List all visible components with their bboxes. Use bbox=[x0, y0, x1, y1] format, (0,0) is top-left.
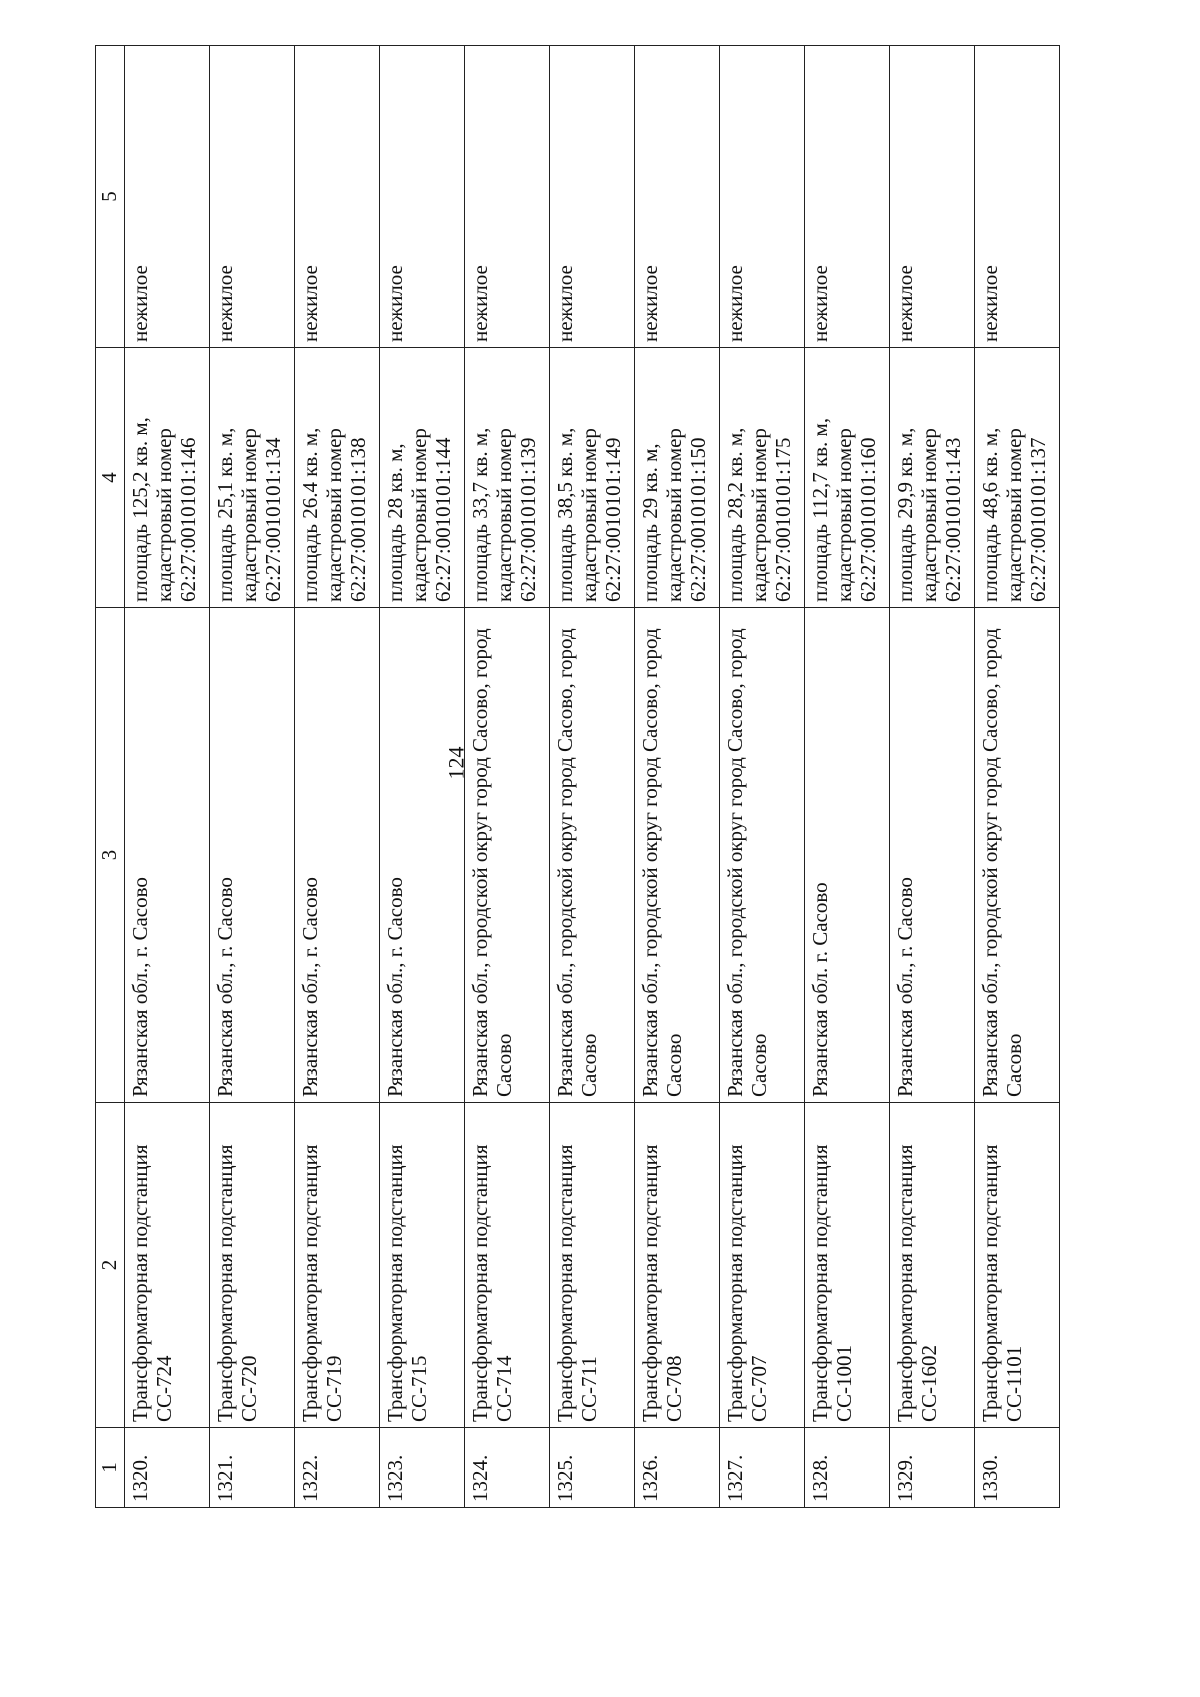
table-row bbox=[380, 46, 465, 1508]
object-address: Рязанская обл., городской округ город Сасово, город Сасово bbox=[975, 608, 1060, 1103]
object-name: Трансформаторная подстанция СС-720 bbox=[210, 1103, 295, 1428]
row-number: 1325. bbox=[550, 1428, 635, 1508]
table-row bbox=[805, 46, 890, 1508]
object-name: Трансформаторная подстанция СС-719 bbox=[295, 1103, 380, 1428]
object-type: нежилое bbox=[380, 46, 465, 348]
column-header-3: 3 bbox=[96, 608, 125, 1103]
object-details: площадь 38,5 кв. м, кадастровый номер 62:27:0010101:149 bbox=[550, 348, 635, 608]
object-details: площадь 29,9 кв. м, кадастровый номер 62:27:0010101:143 bbox=[890, 348, 975, 608]
column-header-1: 1 bbox=[96, 1428, 125, 1508]
row-number: 1330. bbox=[975, 1428, 1060, 1508]
object-address: Рязанская обл., городской округ город Сасово, город Сасово bbox=[720, 608, 805, 1103]
object-address: Рязанская обл., г. Сасово bbox=[210, 608, 295, 1103]
object-type: нежилое bbox=[805, 46, 890, 348]
object-name: Трансформаторная подстанция СС-1101 bbox=[975, 1103, 1060, 1428]
object-details: площадь 29 кв. м, кадастровый номер 62:27:0010101:150 bbox=[635, 348, 720, 608]
table-body bbox=[125, 46, 1060, 1508]
table-row bbox=[550, 46, 635, 1508]
object-details: площадь 28,2 кв. м, кадастровый номер 62:27:0010101:175 bbox=[720, 348, 805, 608]
rotated-table-frame bbox=[95, 46, 1057, 1508]
row-number: 1329. bbox=[890, 1428, 975, 1508]
object-address: Рязанская обл., г. Сасово bbox=[295, 608, 380, 1103]
object-name: Трансформаторная подстанция СС-714 bbox=[465, 1103, 550, 1428]
table-row bbox=[125, 46, 210, 1508]
object-name: Трансформаторная подстанция СС-1001 bbox=[805, 1103, 890, 1428]
object-details: площадь 48,6 кв. м, кадастровый номер 62:27:0010101:137 bbox=[975, 348, 1060, 608]
object-type: нежилое bbox=[975, 46, 1060, 348]
row-number: 1320. bbox=[125, 1428, 210, 1508]
object-address: Рязанская обл., г. Сасово bbox=[380, 608, 465, 1103]
object-details: площадь 33,7 кв. м, кадастровый номер 62:27:0010101:139 bbox=[465, 348, 550, 608]
column-header-2: 2 bbox=[96, 1103, 125, 1428]
header-row bbox=[96, 46, 125, 1508]
object-details: площадь 125,2 кв. м, кадастровый номер 62:27:0010101:146 bbox=[125, 348, 210, 608]
object-type: нежилое bbox=[720, 46, 805, 348]
object-name: Трансформаторная подстанция СС-724 bbox=[125, 1103, 210, 1428]
table-row bbox=[295, 46, 380, 1508]
table-row bbox=[635, 46, 720, 1508]
row-number: 1321. bbox=[210, 1428, 295, 1508]
object-type: нежилое bbox=[210, 46, 295, 348]
object-address: Рязанская обл., городской округ город Сасово, город Сасово bbox=[465, 608, 550, 1103]
object-type: нежилое bbox=[465, 46, 550, 348]
object-details: площадь 28 кв. м, кадастровый номер 62:27:0010101:144 bbox=[380, 348, 465, 608]
row-number: 1322. bbox=[295, 1428, 380, 1508]
object-address: Рязанская обл., г. Сасово bbox=[125, 608, 210, 1103]
row-number: 1327. bbox=[720, 1428, 805, 1508]
object-details: площадь 26.4 кв. м, кадастровый номер 62:27:0010101:138 bbox=[295, 348, 380, 608]
object-name: Трансформаторная подстанция СС-707 bbox=[720, 1103, 805, 1428]
row-number: 1326. bbox=[635, 1428, 720, 1508]
object-type: нежилое bbox=[550, 46, 635, 348]
table-header bbox=[96, 46, 125, 1508]
table-row bbox=[890, 46, 975, 1508]
object-address: Рязанская обл., г. Сасово bbox=[890, 608, 975, 1103]
object-address: Рязанская обл., городской округ город Сасово, город Сасово bbox=[635, 608, 720, 1103]
object-type: нежилое bbox=[890, 46, 975, 348]
object-details: площадь 25,1 кв. м, кадастровый номер 62:27:0010101:134 bbox=[210, 348, 295, 608]
row-number: 1328. bbox=[805, 1428, 890, 1508]
row-number: 1324. bbox=[465, 1428, 550, 1508]
property-register-table bbox=[95, 45, 1060, 1508]
object-address: Рязанская обл. г. Сасово bbox=[805, 608, 890, 1103]
row-number: 1323. bbox=[380, 1428, 465, 1508]
object-details: площадь 112,7 кв. м, кадастровый номер 62:27:0010101:160 bbox=[805, 348, 890, 608]
page-number: 124 bbox=[443, 746, 469, 780]
object-type: нежилое bbox=[125, 46, 210, 348]
object-address: Рязанская обл., городской округ город Сасово, город Сасово bbox=[550, 608, 635, 1103]
object-type: нежилое bbox=[635, 46, 720, 348]
object-name: Трансформаторная подстанция СС-711 bbox=[550, 1103, 635, 1428]
table-row bbox=[465, 46, 550, 1508]
column-header-5: 5 bbox=[96, 46, 125, 348]
object-name: Трансформаторная подстанция СС-715 bbox=[380, 1103, 465, 1428]
table-row bbox=[210, 46, 295, 1508]
column-header-4: 4 bbox=[96, 348, 125, 608]
table-row bbox=[720, 46, 805, 1508]
object-name: Трансформаторная подстанция СС-708 bbox=[635, 1103, 720, 1428]
table-row bbox=[975, 46, 1060, 1508]
object-type: нежилое bbox=[295, 46, 380, 348]
object-name: Трансформаторная подстанция СС-1602 bbox=[890, 1103, 975, 1428]
